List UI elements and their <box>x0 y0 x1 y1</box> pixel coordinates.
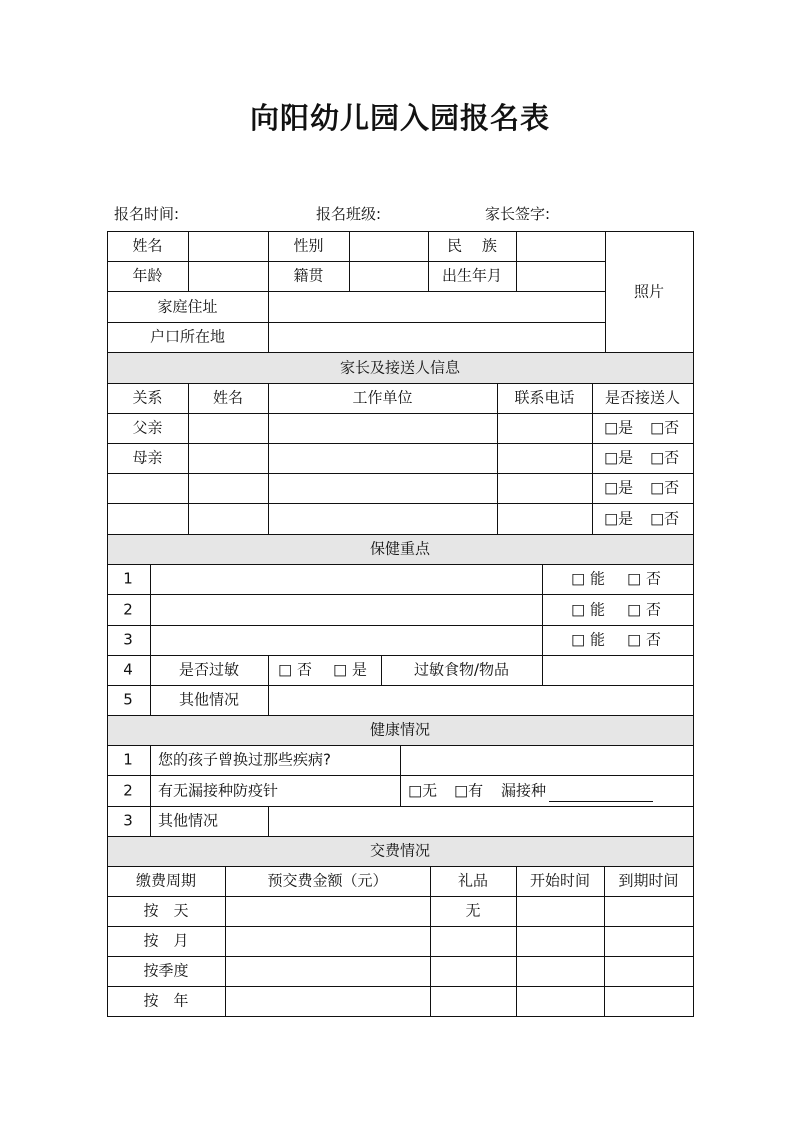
fee-period: 按 年 <box>143 991 189 1010</box>
table-rule <box>107 291 606 292</box>
table-rule <box>268 806 269 837</box>
table-rule <box>497 383 498 535</box>
table-rule <box>516 231 517 292</box>
missed-vaccine-name-label: 漏接种 <box>501 781 547 799</box>
health-row-number: 3 <box>123 811 133 830</box>
pickup-yes-checkbox: □是 <box>604 448 634 467</box>
health-section-title: 健康情况 <box>369 720 431 739</box>
allergy-no-checkbox: □ 否 <box>278 660 312 679</box>
table-rule <box>107 503 694 504</box>
fees-header-2: 礼品 <box>457 871 489 890</box>
health-focus-row-number: 4 <box>123 660 133 679</box>
allergy-label: 是否过敏 <box>178 660 240 679</box>
guardian-relation: 母亲 <box>132 448 163 467</box>
registration-time-label: 报名时间: <box>114 205 180 223</box>
guardian-header-0: 关系 <box>132 388 163 407</box>
photo-label: 照片 <box>633 282 665 300</box>
table-rule <box>268 291 269 353</box>
can-checkbox: □ 能 <box>571 630 605 649</box>
table-rule <box>349 231 350 292</box>
pickup-no-checkbox: □否 <box>650 418 680 437</box>
fee-period: 按 天 <box>143 901 189 920</box>
table-rule <box>107 625 694 626</box>
household-registration-label: 户口所在地 <box>149 327 226 346</box>
table-rule <box>107 443 694 444</box>
photo-cell-border <box>605 231 606 353</box>
table-rule <box>107 926 694 927</box>
table-rule <box>150 564 151 716</box>
health-focus-row-number: 1 <box>123 569 133 588</box>
pickup-yes-checkbox: □是 <box>604 478 634 497</box>
home-address-label: 家庭住址 <box>157 297 218 315</box>
table-rule <box>542 564 543 686</box>
other-conditions-label: 其他情况 <box>178 690 240 709</box>
table-rule <box>592 383 593 535</box>
pickup-yes-checkbox: □是 <box>604 418 634 437</box>
can-checkbox: □ 能 <box>571 600 605 618</box>
fees-header-4: 到期时间 <box>618 871 679 890</box>
fee-gift: 无 <box>465 901 481 920</box>
table-rule <box>268 231 269 292</box>
guardian-header-1: 姓名 <box>212 388 244 407</box>
table-rule <box>107 1016 694 1017</box>
guardian-section-title: 家长及接送人信息 <box>339 358 461 376</box>
age-label: 年龄 <box>132 266 163 285</box>
table-rule <box>604 866 605 1017</box>
gender-label: 性别 <box>293 236 324 255</box>
table-rule <box>188 383 189 535</box>
form-title: 向阳幼儿园入园报名表 <box>249 101 550 135</box>
table-rule <box>428 231 429 292</box>
table-left-border <box>107 231 108 1017</box>
guardian-header-2: 工作单位 <box>352 388 413 407</box>
registration-class-label: 报名班级: <box>316 205 382 223</box>
table-rule <box>107 685 694 686</box>
table-rule <box>268 655 269 686</box>
parent-signature-label: 家长签字: <box>485 205 551 223</box>
table-rule <box>268 383 269 535</box>
health-row-number: 2 <box>123 781 133 799</box>
table-rule <box>107 594 694 595</box>
health-other-label: 其他情况 <box>158 811 219 830</box>
table-rule <box>268 685 269 716</box>
allergy-food-label: 过敏食物/物品 <box>413 660 510 679</box>
table-rule <box>107 655 694 656</box>
table-rule <box>225 866 226 1017</box>
health-focus-row-number: 2 <box>123 600 133 618</box>
pickup-no-checkbox: □否 <box>650 448 680 467</box>
fees-header-0: 缴费周期 <box>135 871 197 890</box>
table-rule <box>107 564 694 565</box>
table-rule <box>107 383 694 384</box>
fees-header-1: 预交费金额（元） <box>267 871 388 890</box>
guardian-relation: 父亲 <box>132 418 163 437</box>
no-checkbox: □ 否 <box>627 630 661 649</box>
missed-vaccine-fill-line[interactable] <box>549 801 653 802</box>
guardian-header-3: 联系电话 <box>514 388 575 407</box>
allergy-yes-checkbox: □ 是 <box>333 660 367 679</box>
health-row-number: 1 <box>123 750 133 769</box>
table-rule <box>107 896 694 897</box>
table-rule <box>516 866 517 1017</box>
pickup-yes-checkbox: □是 <box>604 509 634 527</box>
health-focus-section-title: 保健重点 <box>369 539 431 558</box>
fees-section-title: 交费情况 <box>369 841 431 860</box>
table-rule <box>381 655 382 686</box>
health-focus-row-number: 5 <box>123 690 133 709</box>
table-rule <box>188 231 189 292</box>
guardian-header-4: 是否接送人 <box>604 388 681 407</box>
table-rule <box>107 986 694 987</box>
name-label: 姓名 <box>132 236 163 255</box>
no-checkbox: □ 否 <box>627 600 661 618</box>
table-rule <box>430 866 431 1017</box>
vaccine-none-checkbox: □无 <box>408 781 438 799</box>
table-rule <box>107 413 694 414</box>
table-rule <box>107 473 694 474</box>
pickup-no-checkbox: □否 <box>650 509 680 527</box>
pickup-no-checkbox: □否 <box>650 478 680 497</box>
past-diseases-label: 您的孩子曾换过那些疾病? <box>158 750 331 769</box>
missed-vaccine-label: 有无漏接种防疫针 <box>158 781 279 799</box>
table-rule <box>107 261 606 262</box>
ethnicity-label: 民 族 <box>447 236 497 255</box>
fee-period: 按季度 <box>143 961 189 980</box>
birth-date-label: 出生年月 <box>441 266 503 285</box>
fee-period: 按 月 <box>143 931 189 950</box>
vaccine-has-checkbox: □有 <box>454 781 484 799</box>
table-rule <box>150 745 151 837</box>
native-place-label: 籍贯 <box>293 266 324 285</box>
health-focus-row-number: 3 <box>123 630 133 649</box>
table-right-border <box>693 231 694 1017</box>
no-checkbox: □ 否 <box>627 569 661 588</box>
table-rule <box>107 956 694 957</box>
fees-header-3: 开始时间 <box>529 871 591 890</box>
table-rule <box>107 866 694 867</box>
table-rule <box>400 745 401 807</box>
table-rule <box>107 322 606 323</box>
can-checkbox: □ 能 <box>571 569 605 588</box>
